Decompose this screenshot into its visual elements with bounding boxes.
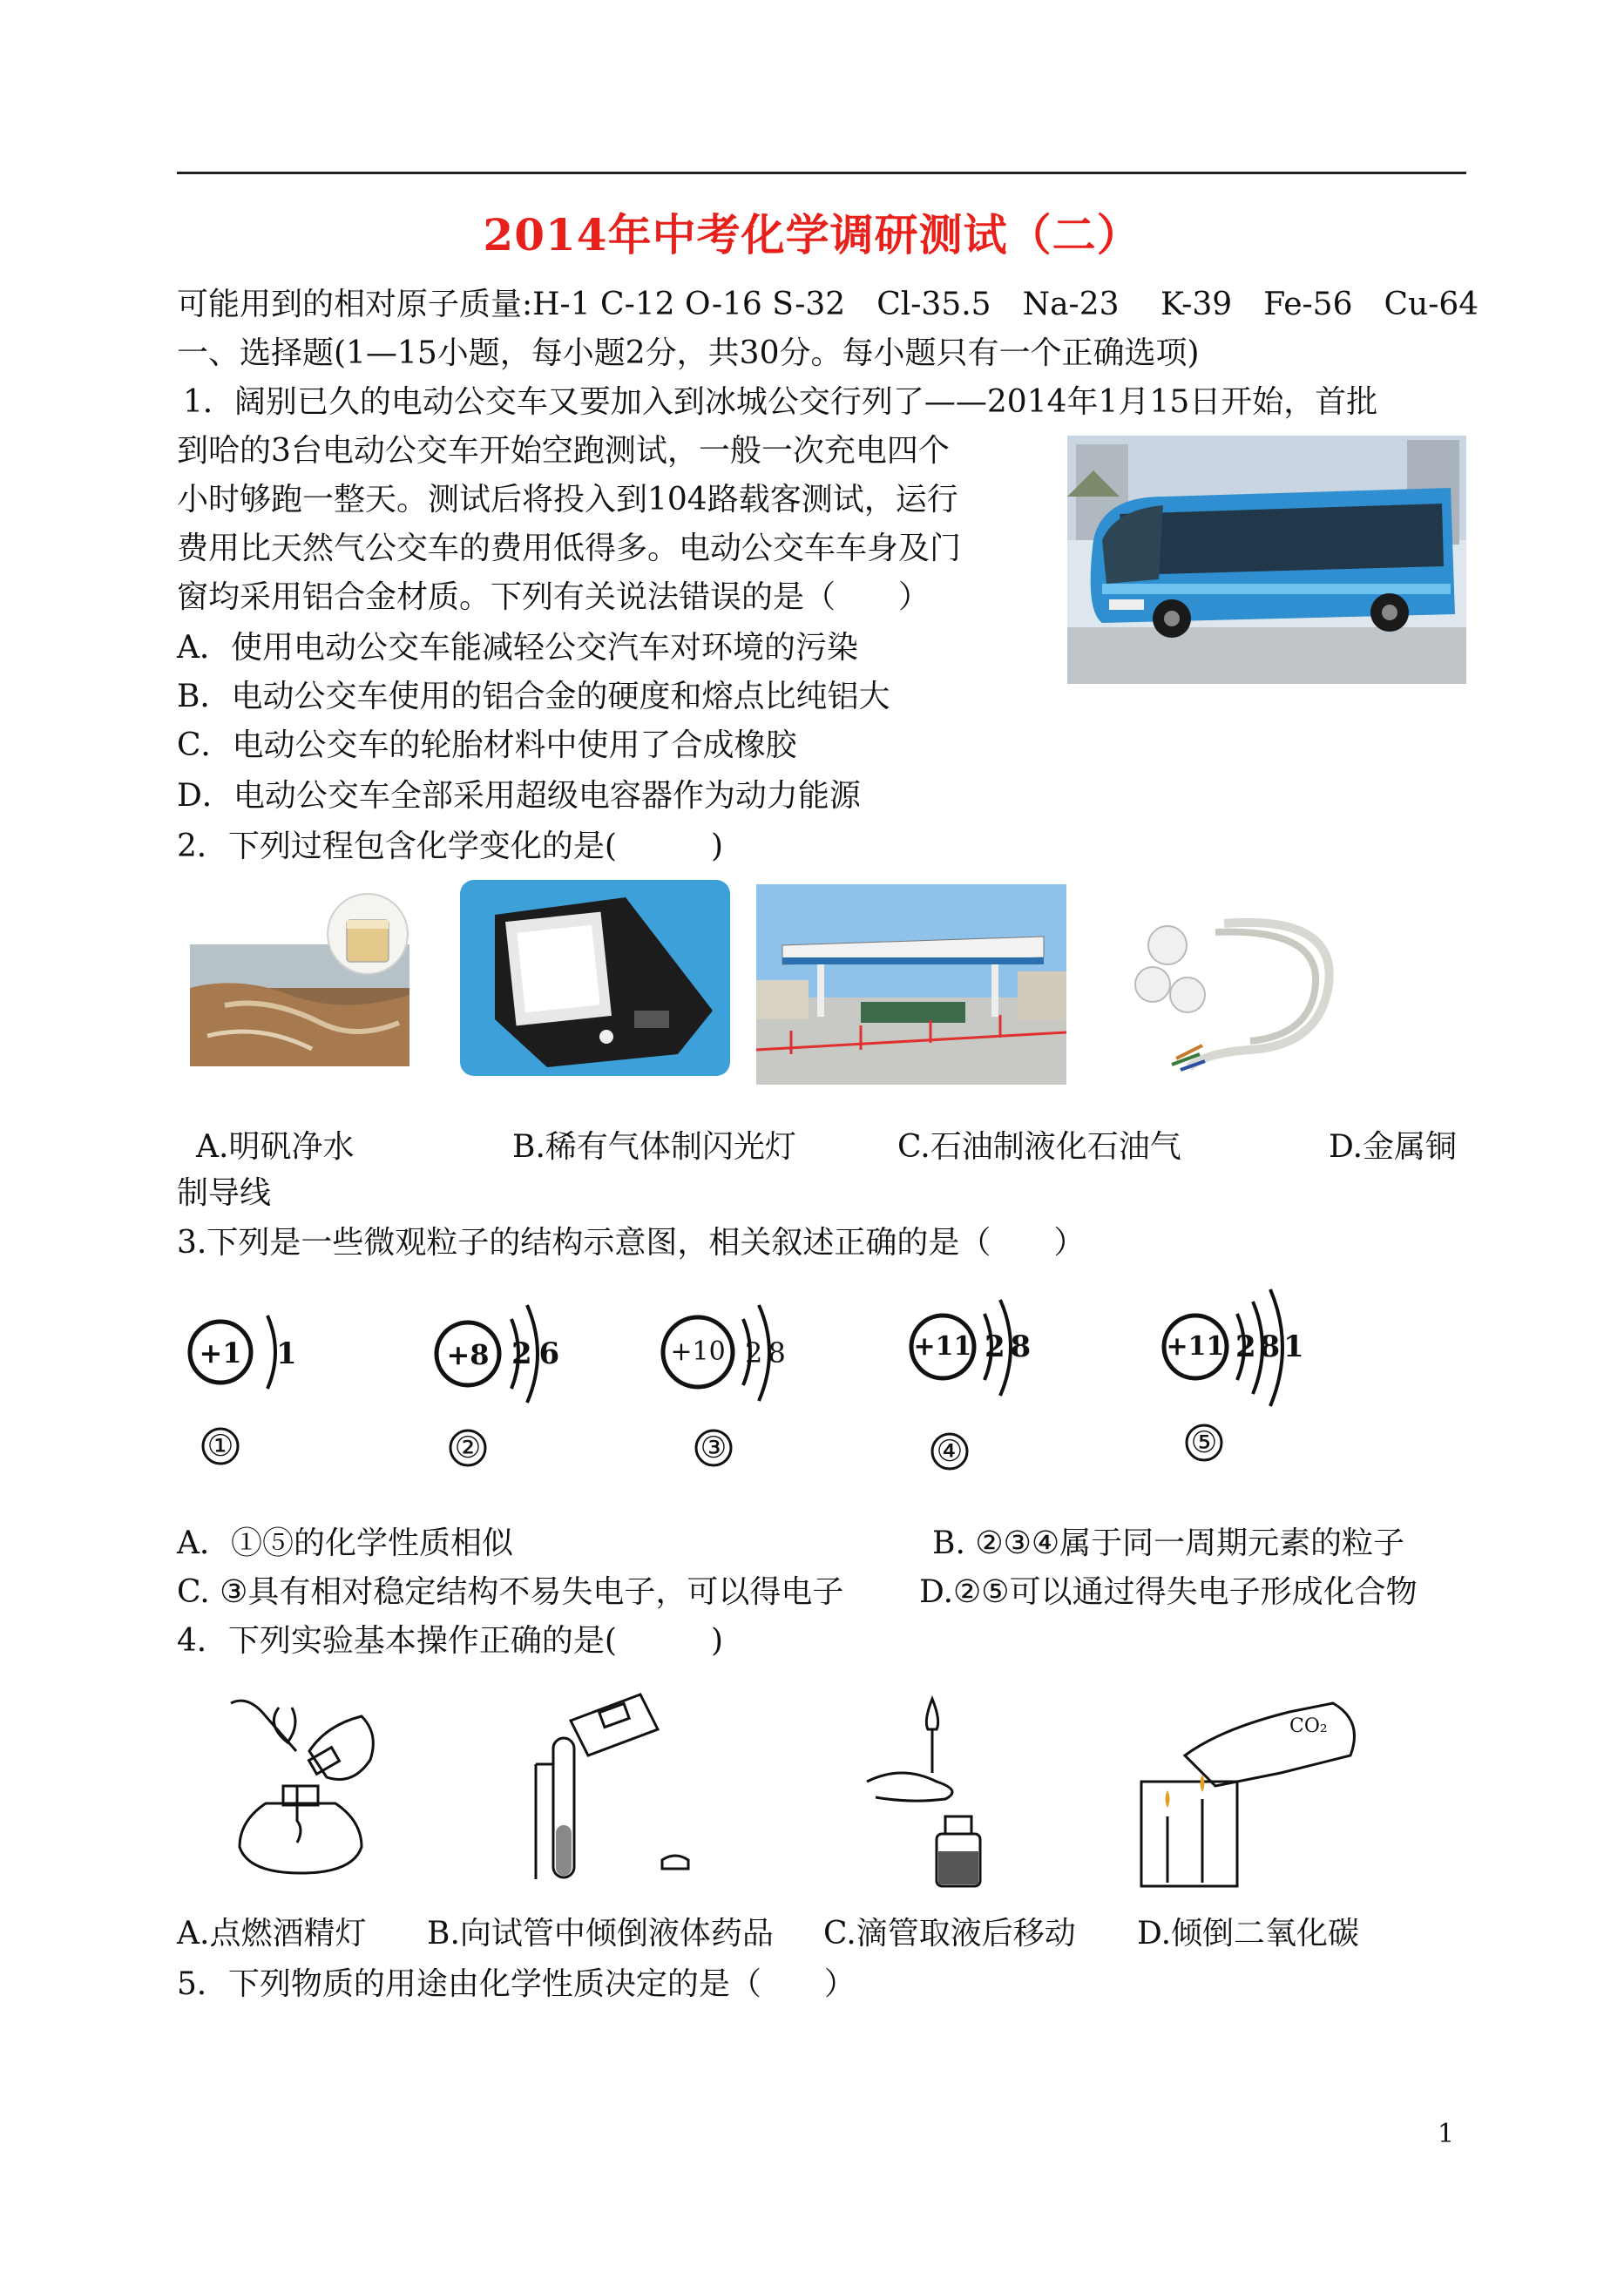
electron-shells: 2 8 1 [1235,1329,1301,1364]
particle-label: ① [206,1429,234,1464]
nucleus-charge: +8 [446,1338,490,1371]
q1-line4: 费用比天然气公交车的费用低得多。电动公交车车身及门 [177,531,962,566]
q4-stem: 4．下列实验基本操作正确的是( ) [177,1623,723,1659]
co2-label: CO₂ [1289,1715,1328,1737]
q4-option-a: A.点燃酒精灯 [177,1916,367,1951]
q2-option-c: C.石油制液化石油气 [897,1129,1181,1165]
q3-option-c: C. ③具有相对稳定结构不易失电子，可以得电子 [177,1574,844,1610]
q2-option-d-cont: 制导线 [177,1175,272,1211]
q1-line5: 窗均采用铝合金材质。下列有关说法错误的是（ ） [177,579,930,615]
particle-diagram-5 [1159,1281,1333,1472]
particle-label: ④ [936,1434,964,1469]
nucleus-charge: +11 [1166,1331,1225,1362]
header-rule [177,172,1466,174]
particle-label: ② [454,1431,482,1465]
atom-structure-5 [1159,1281,1333,1472]
q1-option-b: B．电动公交车使用的铝合金的硬度和熔点比纯铝大 [177,679,890,714]
particle-diagram-3 [658,1289,815,1472]
electron-shells: 2 6 [511,1336,558,1371]
pouring-co2-drawing [1133,1686,1368,1895]
atom-structure-3 [658,1289,815,1472]
page-number: 1 [1438,2119,1455,2149]
q1-line2: 到哈的3台电动公交车开始空跑测试，一般一次充电四个 [177,433,950,469]
q1-line1: 1．阔别已久的电动公交车又要加入到冰城公交行列了——2014年1月15日开始，首批 [183,384,1378,420]
waterfall-alum-photo [190,892,409,1066]
copper-wire-photo [1120,897,1346,1080]
particle-label: ③ [700,1431,727,1465]
nucleus-charge: +10 [670,1336,726,1367]
particle-diagram-1 [187,1298,309,1472]
nucleus-charge: +11 [913,1331,972,1362]
electric-bus-photo [1067,436,1466,684]
atom-structure-4 [906,1288,1063,1472]
electron-shells: 1 [276,1336,297,1371]
q4-option-b: B.向试管中倾倒液体药品 [427,1916,774,1951]
section-heading: 一、选择题(1—15小题，每小题2分，共30分。每小题只有一个正确选项) [177,335,1200,371]
q1-line3: 小时够跑一整天。测试后将投入到104路载客测试，运行 [177,482,958,517]
electron-shells: 2 8 [985,1329,1029,1364]
q2-stem: 2．下列过程包含化学变化的是( ) [177,829,723,864]
dropper-moving-drawing [841,1694,1024,1895]
pouring-liquid-test-tube-drawing [518,1686,693,1886]
q2-option-d: D.金属铜 [1329,1129,1458,1165]
lighting-alcohol-lamp-drawing [213,1690,388,1882]
atomic-masses: 可能用到的相对原子质量:H-1 C-12 O-16 S-32 Cl-35.5 Na-23 K-39 Fe-56 Cu-64 [177,287,1479,322]
page-title: 2014年中考化学调研测试（二） [483,209,1141,260]
gas-station-photo [756,884,1066,1085]
q3-stem: 3.下列是一些微观粒子的结构示意图，相关叙述正确的是（ ） [177,1225,1086,1261]
q3-option-b: B. ②③④属于同一周期元素的粒子 [932,1525,1405,1561]
q5-stem: 5．下列物质的用途由化学性质决定的是（ ） [177,1966,856,2002]
q2-option-b: B.稀有气体制闪光灯 [512,1129,796,1165]
particle-diagram-2 [431,1289,588,1472]
q1-option-a: A．使用电动公交车能减轻公交汽车对环境的污染 [177,630,858,666]
q1-option-d: D．电动公交车全部采用超级电容器作为动力能源 [177,778,861,814]
q3-option-a: A．①⑤的化学性质相似 [177,1525,513,1561]
q4-option-c: C.滴管取液后移动 [823,1916,1076,1951]
q2-option-a: A.明矾净水 [196,1129,355,1165]
nucleus-charge: +1 [199,1336,242,1370]
particle-label: ⑤ [1190,1425,1218,1460]
q1-option-c: C．电动公交车的轮胎材料中使用了合成橡胶 [177,727,797,763]
flash-lamp-photo [460,880,730,1076]
electron-shells: 2 8 [745,1336,784,1370]
particle-diagram-4 [906,1288,1063,1472]
q3-option-d: D.②⑤可以通过得失电子形成化合物 [919,1574,1418,1610]
q4-option-d: D.倾倒二氧化碳 [1137,1916,1360,1951]
